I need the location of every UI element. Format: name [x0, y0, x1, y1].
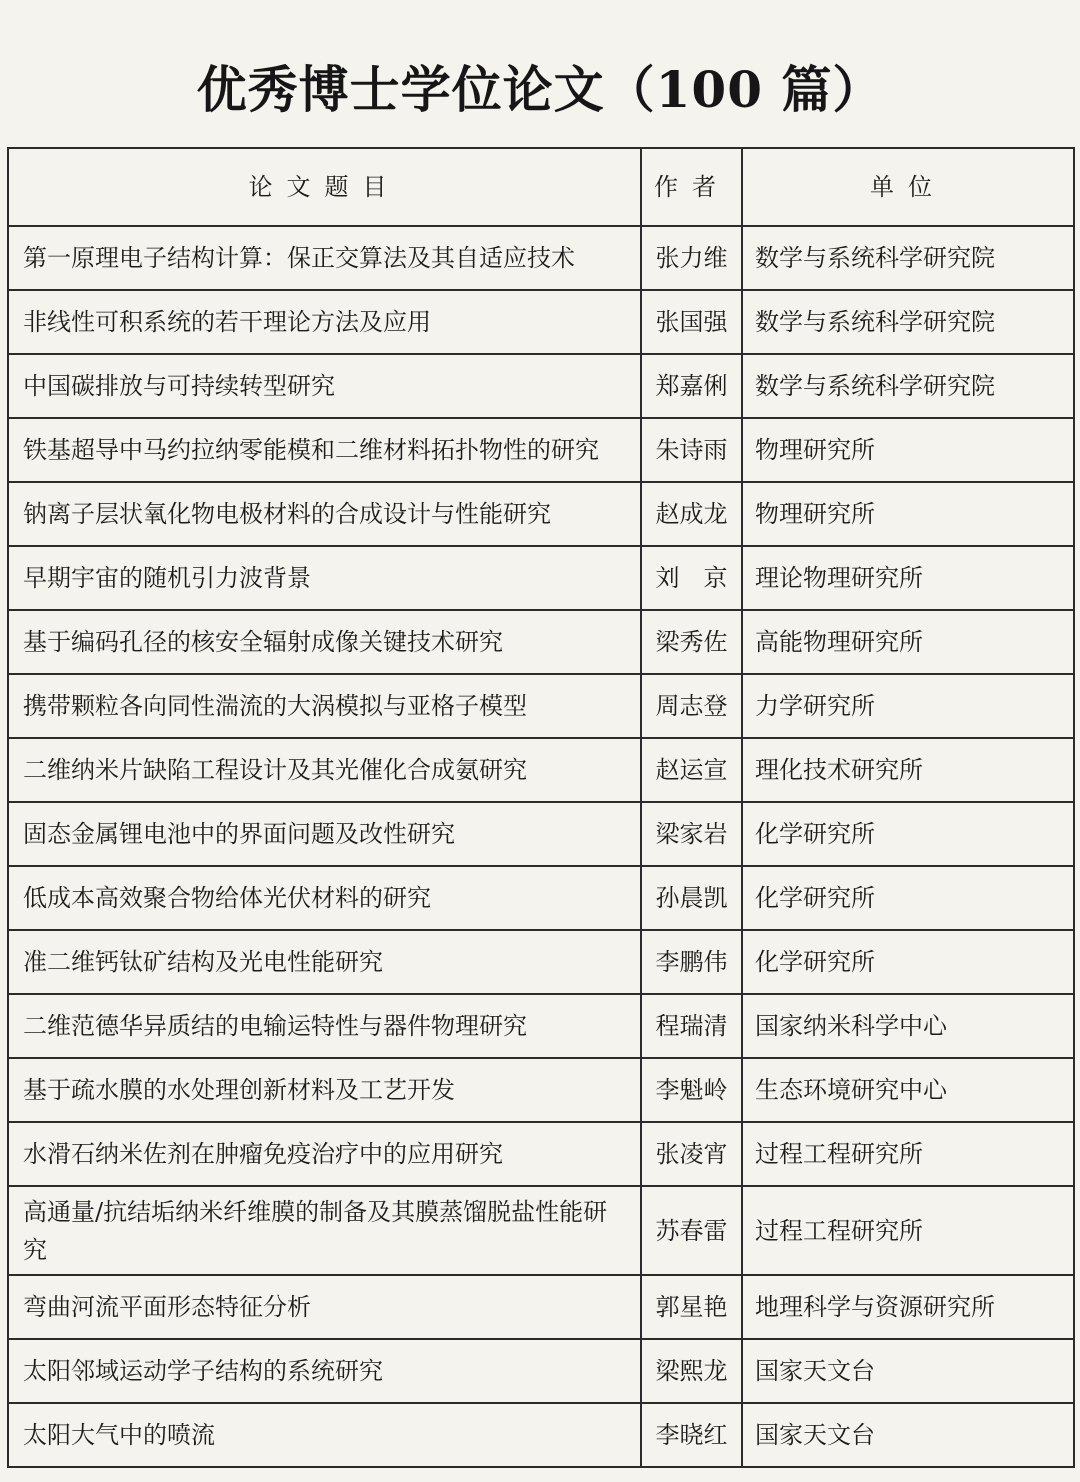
- table-row: [8, 802, 1074, 866]
- thesis-unit: 数学与系统科学研究院: [742, 290, 1074, 354]
- page-title: 优秀博士学位论文（100 篇）: [196, 60, 884, 119]
- thesis-unit: 物理研究所: [742, 418, 1074, 482]
- thesis-unit: 物理研究所: [742, 482, 1074, 546]
- thesis-author: 刘 京: [641, 546, 742, 610]
- thesis-author: 张国强: [641, 290, 742, 354]
- thesis-table: [7, 147, 1075, 1468]
- thesis-author: 苏春雷: [641, 1186, 742, 1275]
- thesis-author: 张凌宵: [641, 1122, 742, 1186]
- thesis-unit: 地理科学与资源研究所: [742, 1275, 1074, 1339]
- table-row: [8, 290, 1074, 354]
- table-row: [8, 610, 1074, 674]
- thesis-title: 铁基超导中马约拉纳零能模和二维材料拓扑物性的研究: [8, 418, 641, 482]
- thesis-unit: 化学研究所: [742, 802, 1074, 866]
- thesis-unit: 生态环境研究中心: [742, 1058, 1074, 1122]
- thesis-author: 梁家岩: [641, 802, 742, 866]
- header-title: 论文题目: [8, 148, 641, 226]
- thesis-unit: 理论物理研究所: [742, 546, 1074, 610]
- thesis-unit: 化学研究所: [742, 930, 1074, 994]
- thesis-title: 太阳邻域运动学子结构的系统研究: [8, 1339, 641, 1403]
- table-row: [8, 1058, 1074, 1122]
- thesis-unit: 高能物理研究所: [742, 610, 1074, 674]
- thesis-author: 周志登: [641, 674, 742, 738]
- thesis-author: 赵运宣: [641, 738, 742, 802]
- thesis-unit: 力学研究所: [742, 674, 1074, 738]
- table-row: [8, 866, 1074, 930]
- thesis-title: 水滑石纳米佐剂在肿瘤免疫治疗中的应用研究: [8, 1122, 641, 1186]
- thesis-author: 孙晨凯: [641, 866, 742, 930]
- thesis-title: 钠离子层状氧化物电极材料的合成设计与性能研究: [8, 482, 641, 546]
- table-row: [8, 226, 1074, 290]
- table-row: [8, 546, 1074, 610]
- thesis-unit: 数学与系统科学研究院: [742, 354, 1074, 418]
- thesis-author: 李晓红: [641, 1403, 742, 1467]
- thesis-title: 太阳大气中的喷流: [8, 1403, 641, 1467]
- thesis-title: 准二维钙钛矿结构及光电性能研究: [8, 930, 641, 994]
- thesis-author: 朱诗雨: [641, 418, 742, 482]
- header-author: 作者: [641, 148, 742, 226]
- table-row: [8, 1275, 1074, 1339]
- thesis-title: 第一原理电子结构计算：保正交算法及其自适应技术: [8, 226, 641, 290]
- thesis-unit: 国家纳米科学中心: [742, 994, 1074, 1058]
- header-unit: 单位: [742, 148, 1074, 226]
- thesis-author: 赵成龙: [641, 482, 742, 546]
- thesis-unit: 国家天文台: [742, 1403, 1074, 1467]
- thesis-author: 程瑞清: [641, 994, 742, 1058]
- table-row: [8, 418, 1074, 482]
- thesis-title: 基于编码孔径的核安全辐射成像关键技术研究: [8, 610, 641, 674]
- thesis-title: 二维纳米片缺陷工程设计及其光催化合成氨研究: [8, 738, 641, 802]
- thesis-author: 李魁岭: [641, 1058, 742, 1122]
- thesis-title: 弯曲河流平面形态特征分析: [8, 1275, 641, 1339]
- table-row: [8, 930, 1074, 994]
- thesis-title: 基于疏水膜的水处理创新材料及工艺开发: [8, 1058, 641, 1122]
- thesis-title: 中国碳排放与可持续转型研究: [8, 354, 641, 418]
- thesis-author: 郭星艳: [641, 1275, 742, 1339]
- thesis-unit: 过程工程研究所: [742, 1186, 1074, 1275]
- thesis-author: 郑嘉俐: [641, 354, 742, 418]
- table-row: [8, 354, 1074, 418]
- table-row: [8, 482, 1074, 546]
- thesis-unit: 数学与系统科学研究院: [742, 226, 1074, 290]
- thesis-title: 早期宇宙的随机引力波背景: [8, 546, 641, 610]
- thesis-title: 二维范德华异质结的电输运特性与器件物理研究: [8, 994, 641, 1058]
- table-row: [8, 994, 1074, 1058]
- thesis-unit: 理化技术研究所: [742, 738, 1074, 802]
- table-row: [8, 1186, 1074, 1275]
- table-header-row: [8, 148, 1074, 226]
- table-row: [8, 1122, 1074, 1186]
- thesis-author: 梁熙龙: [641, 1339, 742, 1403]
- table-row: [8, 738, 1074, 802]
- table-row: [8, 674, 1074, 738]
- thesis-title: 高通量/抗结垢纳米纤维膜的制备及其膜蒸馏脱盐性能研究: [8, 1186, 641, 1275]
- thesis-unit: 过程工程研究所: [742, 1122, 1074, 1186]
- thesis-title: 低成本高效聚合物给体光伏材料的研究: [8, 866, 641, 930]
- thesis-author: 梁秀佐: [641, 610, 742, 674]
- thesis-unit: 化学研究所: [742, 866, 1074, 930]
- thesis-title: 固态金属锂电池中的界面问题及改性研究: [8, 802, 641, 866]
- thesis-title: 非线性可积系统的若干理论方法及应用: [8, 290, 641, 354]
- thesis-unit: 国家天文台: [742, 1339, 1074, 1403]
- thesis-author: 李鹏伟: [641, 930, 742, 994]
- table-row: [8, 1339, 1074, 1403]
- table-row: [8, 1403, 1074, 1467]
- thesis-author: 张力维: [641, 226, 742, 290]
- thesis-title: 携带颗粒各向同性湍流的大涡模拟与亚格子模型: [8, 674, 641, 738]
